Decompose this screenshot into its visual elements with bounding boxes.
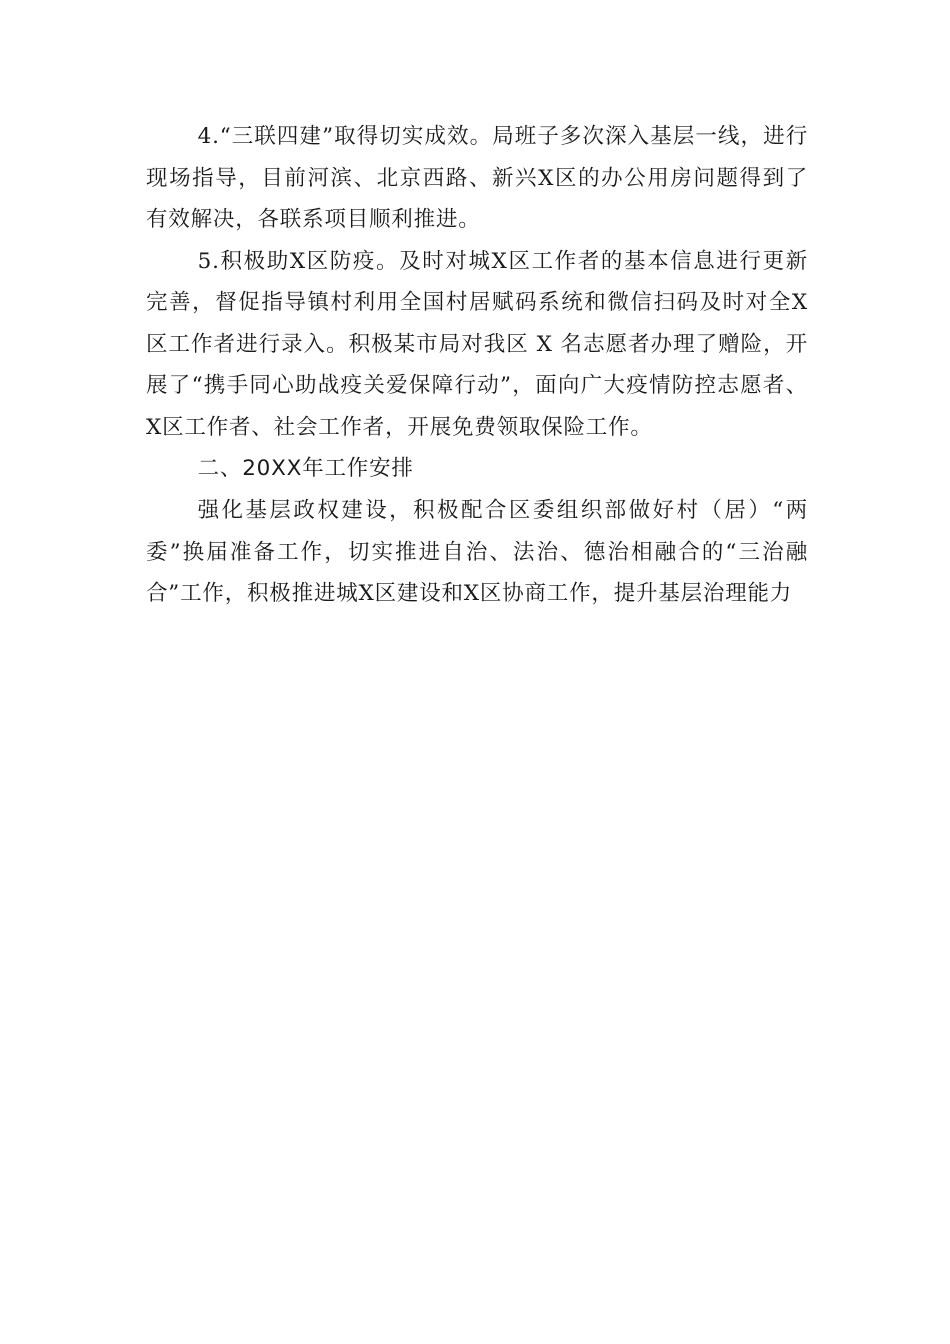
document-page — [146, 116, 808, 615]
paragraph-item-5: 5.积极助X区防疫。及时对城X区工作者的基本信息进行更新完善，督促指导镇村利用全国村居赋码系统和微信扫码及时对全X区工作者进行录入。积极某市局对我区 X 名志愿者办理了赠险，开展了“携手同心助战疫关爱保障行动”，面向广大疫情防控志愿者、X区工作者、社会工作者，开展免费领取保险工作。 — [146, 248, 808, 440]
paragraph-item-4: 4.“三联四建”取得切实成效。局班子多次深入基层一线，进行现场指导，目前河滨、北京西路、新兴X区的办公用房问题得到了有效解决，各联系项目顺利推进。 — [146, 124, 808, 232]
paragraph-work-plan: 强化基层政权建设，积极配合区委组织部做好村（居）“两委”换届准备工作，切实推进自治、法治、德治相融合的“三治融合”工作，积极推进城X区建设和X区协商工作，提升基层治理能力 — [146, 498, 808, 606]
section-heading-work-plan: 二、20XX年工作安排 — [197, 456, 414, 481]
